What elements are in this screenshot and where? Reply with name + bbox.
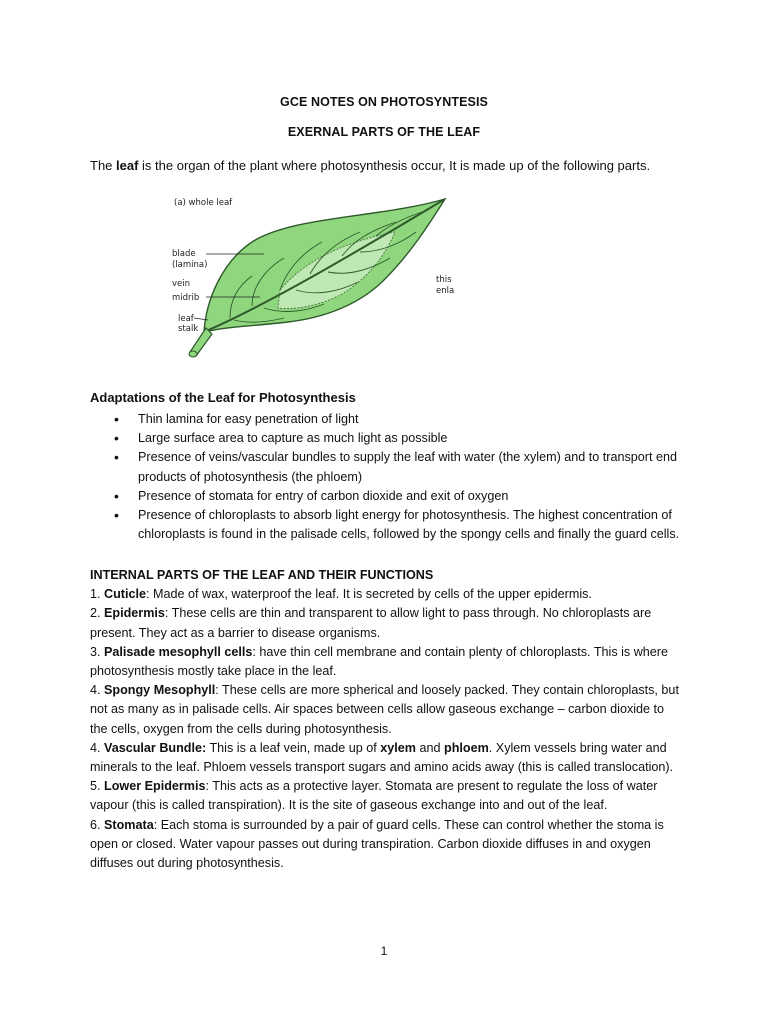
item-term: Vascular Bundle: [104, 740, 207, 755]
item-term: Stomata [104, 817, 154, 832]
stalk-end [189, 351, 197, 357]
label-leaf: leaf [178, 314, 194, 324]
item-text: and [416, 740, 445, 755]
list-item: • Presence of veins/vascular bundles to supply the leaf with water (the xylem) and to transport end products of photosynthesis (the phloem) [90, 448, 680, 486]
item-term-phloem: phloem [444, 740, 489, 755]
intro-bold-term: leaf [116, 158, 139, 173]
item-text: : Each stoma is surrounded by a pair of guard cells. These can control whether the stoma is open or closed. Water vapour passes out during transpiration. Carbon dioxide diffuses in and oxygen diffuses out during photosynthesis. [90, 817, 664, 871]
label-vein: vein [172, 279, 191, 289]
item-number: 4. [90, 740, 105, 755]
item-term: Lower Epidermis [104, 779, 206, 794]
list-item: • Presence of chloroplasts to absorb light energy for photosynthesis. The highest concentration of chloroplasts is found in the palisade cells, followed by the spongy cells and finally the guard cells. [90, 506, 680, 544]
label-side-enla: enla [436, 286, 455, 296]
internal-item-palisade [90, 643, 680, 681]
list-item: • Large surface area to capture as much light as possible [90, 429, 680, 448]
list-item: • Presence of stomata for entry of carbon dioxide and exit of oxygen [90, 487, 680, 506]
figure-caption: (a) whole leaf [174, 198, 233, 208]
internal-item-vascular [90, 739, 680, 777]
item-number: 2. [90, 606, 105, 621]
internal-item-lower-epidermis [90, 777, 680, 815]
item-text: : This acts as a protective layer. Stomata are present to regulate the loss of water vapour (this is called transpiration). It is the site of gaseous exchange into and out of the leaf. [90, 779, 658, 813]
item-number: 5. [90, 779, 105, 794]
document-subtitle: EXERNAL PARTS OF THE LEAF [287, 125, 481, 139]
item-text: : These cells are thin and transparent to allow light to pass through. No chloroplasts are present. They act as a barrier to disease organisms. [90, 606, 652, 640]
internal-item-cuticle [90, 585, 680, 604]
item-number: 1. [90, 587, 105, 602]
leaf-figure [160, 190, 460, 370]
leaf-diagram [160, 190, 460, 370]
label-midrib: midrib [172, 293, 200, 303]
internal-parts-heading: INTERNAL PARTS OF THE LEAF AND THEIR FUNCTIONS [90, 568, 434, 582]
adaptations-list [90, 410, 680, 544]
item-number: 6. [90, 817, 105, 832]
item-text: : have thin cell membrane and contain plenty of chloroplasts. This is where photosynthesis mostly take place in the leaf. [90, 644, 669, 679]
page-number: 1 [380, 944, 388, 958]
label-lamina: (lamina) [172, 260, 208, 270]
item-term: Spongy Mesophyll [104, 683, 216, 698]
internal-item-epidermis [90, 604, 680, 642]
internal-parts-section [90, 566, 680, 873]
intro-pre: The [90, 158, 117, 173]
item-text: : These cells are more spherical and loosely packed. They contain chloroplasts, but not as many as in palisade cells. Air spaces between cells allow gaseous exchange – carbon dioxide to the cells, oxygen from the cells during photosynthesis. [90, 683, 679, 736]
internal-item-stomata [90, 816, 680, 874]
label-stalk: stalk [178, 324, 199, 334]
intro-paragraph [90, 155, 690, 176]
item-term: Cuticle [104, 587, 147, 602]
item-text: : Made of wax, waterproof the leaf. It is secreted by cells of the upper epidermis. [146, 587, 592, 602]
label-side-this: this [436, 275, 452, 285]
item-text: . Xylem vessels bring water and minerals to the leaf. Phloem vessels transport sugars and amino acids away (this is called translocation). [90, 740, 674, 775]
item-term-xylem: xylem [380, 740, 416, 755]
item-number: 4. [90, 683, 105, 698]
label-blade: blade [172, 249, 196, 259]
item-term: Palisade mesophyll cells [104, 644, 253, 659]
item-term: Epidermis [104, 606, 165, 621]
internal-item-spongy [90, 681, 680, 739]
intro-post: is the organ of the plant where photosynthesis occur, It is made up of the following parts. [138, 158, 651, 173]
list-item: • Thin lamina for easy penetration of light [90, 410, 680, 429]
item-text: This is a leaf vein, made up of [206, 740, 381, 755]
item-number: 3. [90, 644, 105, 659]
adaptations-heading: Adaptations of the Leaf for Photosynthesis [90, 390, 356, 405]
document-title: GCE NOTES ON PHOTOSYNTESIS [280, 95, 488, 109]
